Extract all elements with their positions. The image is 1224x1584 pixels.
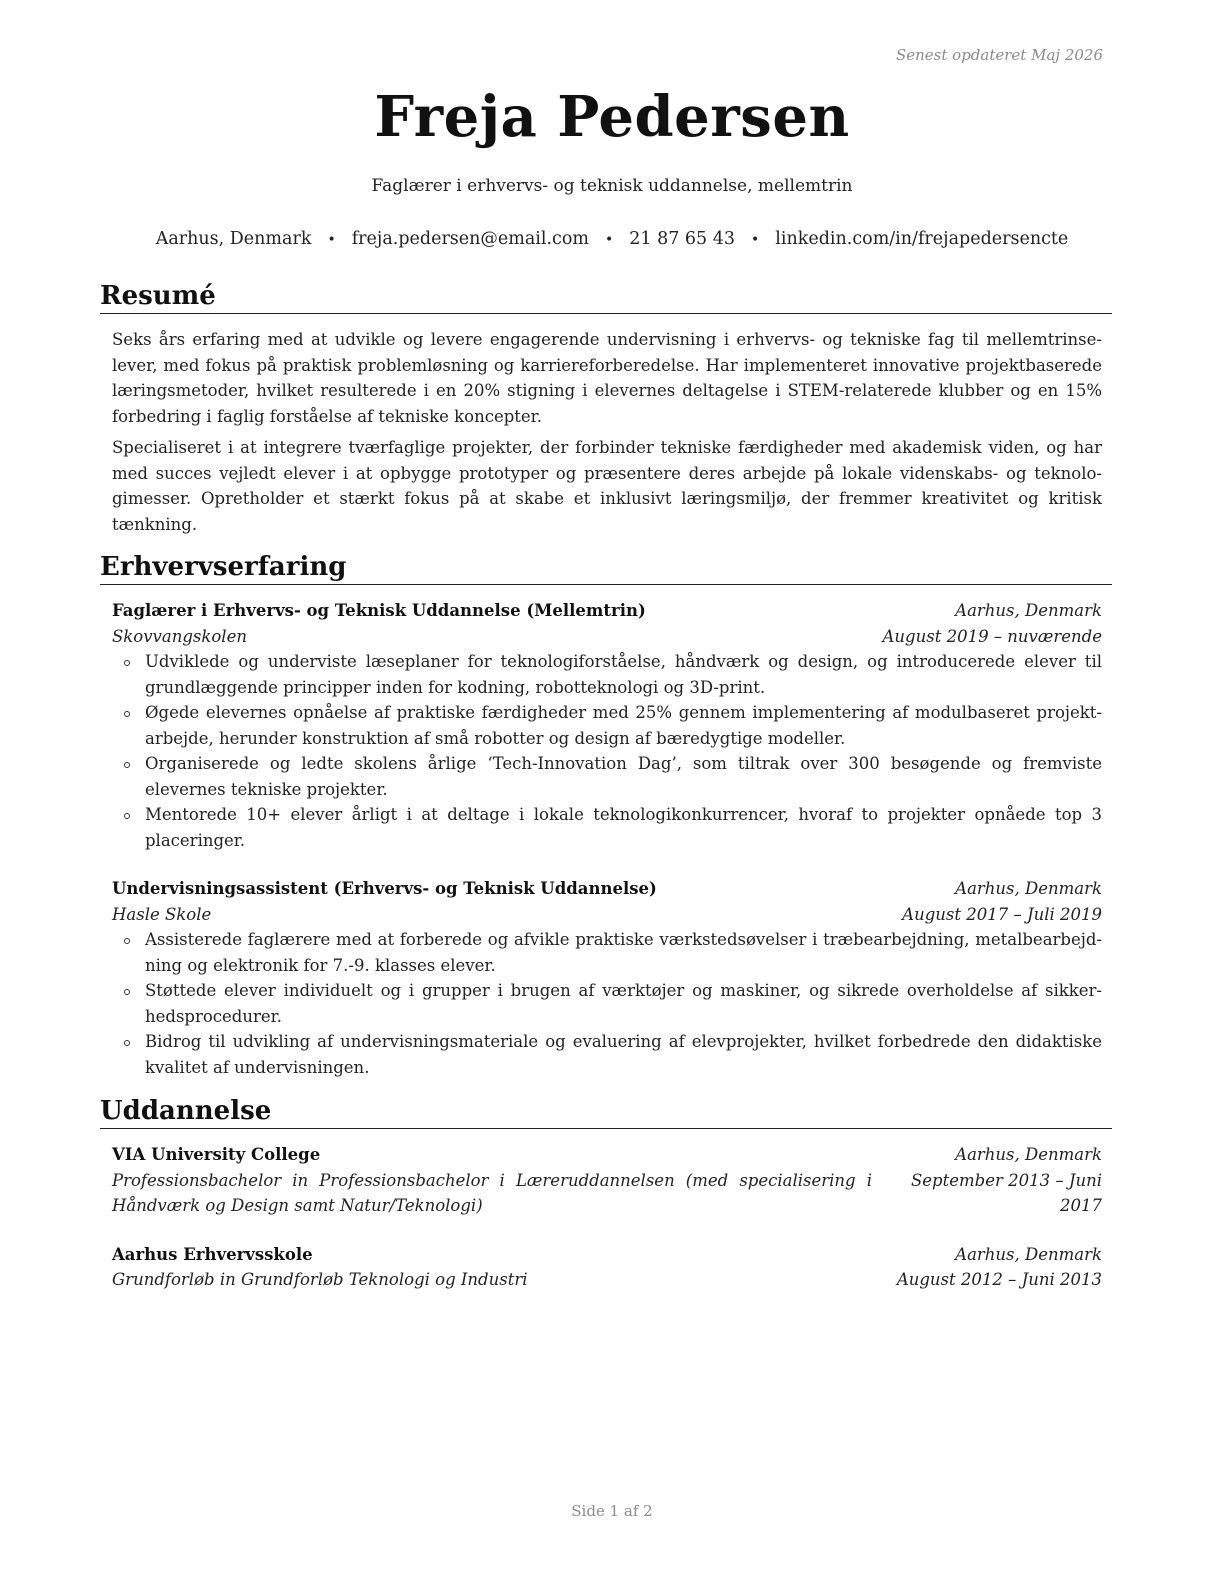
job-entry: [100, 598, 1112, 853]
school-subheader: [112, 1168, 1102, 1219]
summary-text: [100, 327, 1112, 537]
job-subheader: [112, 902, 1102, 928]
summary-paragraph: Seks års erfaring med at udvikle og levere engagerende undervisning i erhvervs- og tekniske fag til mellemtrinselever, med fokus på praktisk problemløsning og karriereforberedelse. Har implementeret innovative projektbaserede læringsmetoder, hvilket resulterede i en 20% stigning i elevernes deltagelse i STEM-relaterede klubber og en 15% forbedring i faglig forståelse af tekniske koncepter.: [112, 330, 1102, 426]
list-item: Assisterede faglærere med at forberede og afvikle praktiske værkstedsøvelser i træbearbejdning, metalbearbejdning og elektronik for 7.-9. klasses elever.: [112, 927, 1102, 978]
contact-location: Aarhus, Denmark: [155, 229, 312, 249]
bullet-separator: •: [327, 232, 336, 248]
list-item: Mentorede 10+ elever årligt i at deltage i lokale teknologikonkurrencer, hvoraf to projekter opnåede top 3 placeringer.: [112, 802, 1102, 853]
job-bullets: [112, 927, 1102, 1080]
job-location: Aarhus, Denmark: [955, 879, 1102, 898]
job-bullets: [112, 649, 1102, 853]
education-entry: [100, 1142, 1112, 1219]
job-dates: August 2019 – nuværende: [882, 626, 1102, 646]
school-dates: September 2013 – Juni 2017: [910, 1170, 1102, 1215]
section-title-education: Uddannelse: [100, 1096, 1112, 1129]
job-org: Skovvangskolen: [112, 626, 247, 646]
school-location: Aarhus, Denmark: [955, 1145, 1102, 1164]
education-entry: [100, 1242, 1112, 1293]
bullet-separator: •: [751, 232, 760, 248]
summary-paragraph: Specialiseret i at integrere tværfaglige projekter, der forbinder tekniske færdigheder med akademisk viden, og har med succes vejledt elever i at opbygge prototyper og præsentere deres arbejde på lokale videnskabs- og teknologimesser. Opretholder et stærkt fokus på at skabe et inklusivt læringsmiljø, der fremmer kreativitet og kritisk tænkning.: [112, 438, 1102, 534]
job-role: Undervisningsassistent (Erhvervs- og Teknisk Uddannelse): [112, 879, 657, 898]
bullet-separator: •: [605, 232, 614, 248]
list-item: Støttede elever individuelt og i grupper i brugen af værktøjer og maskiner, og sikrede overholdelse af sikkerhedsprocedurer.: [112, 978, 1102, 1029]
school-name: VIA University College: [112, 1145, 321, 1164]
section-title-experience: Erhvervserfaring: [100, 552, 1112, 585]
school-degree: Grundforløb in Grundforløb Teknologi og Industri: [112, 1270, 528, 1289]
job-subheader: [112, 624, 1102, 650]
job-dates: August 2017 – Juli 2019: [902, 904, 1102, 924]
candidate-name: Freja Pedersen: [374, 84, 850, 150]
list-item: Bidrog til udvikling af undervisningsmateriale og evaluering af elevprojekter, hvilket forbedrede den didaktiske kvalitet af undervisningen.: [112, 1029, 1102, 1080]
job-org: Hasle Skole: [112, 904, 212, 924]
school-header: [112, 1242, 1102, 1268]
contact-email[interactable]: freja.pedersen@email.com: [351, 229, 589, 249]
school-dates: August 2012 – Juni 2013: [896, 1270, 1102, 1289]
page-number: Side 1 af 2: [571, 1502, 653, 1520]
school-degree: Professionsbachelor in Professionsbachelor i Læreruddannelsen (med specialisering i Håndværk og Design samt Natur/Teknologi): [112, 1170, 872, 1215]
school-name: Aarhus Erhvervsskole: [112, 1244, 313, 1264]
job-header: [112, 876, 1102, 902]
job-entry: [100, 876, 1112, 1080]
summary-section: [100, 281, 1112, 543]
school-location: Aarhus, Denmark: [955, 1244, 1102, 1264]
last-updated: Senest opdateret Maj 2026: [895, 46, 1103, 64]
school-header: [112, 1142, 1102, 1168]
list-item: Organiserede og ledte skolens årlige ‘Tech-Innovation Dag’, som tiltrak over 300 besøgende og fremviste elevernes tekniske projekter.: [112, 751, 1102, 802]
job-location: Aarhus, Denmark: [955, 601, 1102, 620]
education-section: [100, 1096, 1112, 1293]
experience-section: [100, 552, 1112, 1080]
section-title-summary: Resumé: [100, 281, 1112, 314]
list-item: Øgede elevernes opnåelse af praktiske færdigheder med 25% gennem implementering af modulbaseret projektarbejde, herunder konstruktion af små robotter og design af bæredygtige modeller.: [112, 700, 1102, 751]
job-header: [112, 598, 1102, 624]
job-title: Faglærer i erhvervs- og teknisk uddannelse, mellemtrin: [371, 176, 853, 196]
school-subheader: [112, 1267, 1102, 1293]
job-role: Faglærer i Erhvervs- og Teknisk Uddannelse (Mellemtrin): [112, 601, 646, 620]
contact-phone: 21 87 65 43: [629, 229, 736, 249]
contact-linkedin[interactable]: linkedin.com/in/frejapedersencte: [775, 229, 1069, 249]
contact-line: [0, 229, 1224, 249]
list-item: Udviklede og underviste læseplaner for teknologiforståelse, håndværk og design, og introducerede elever til grundlæggende principper inden for kodning, robotteknologi og 3D-print.: [112, 649, 1102, 700]
